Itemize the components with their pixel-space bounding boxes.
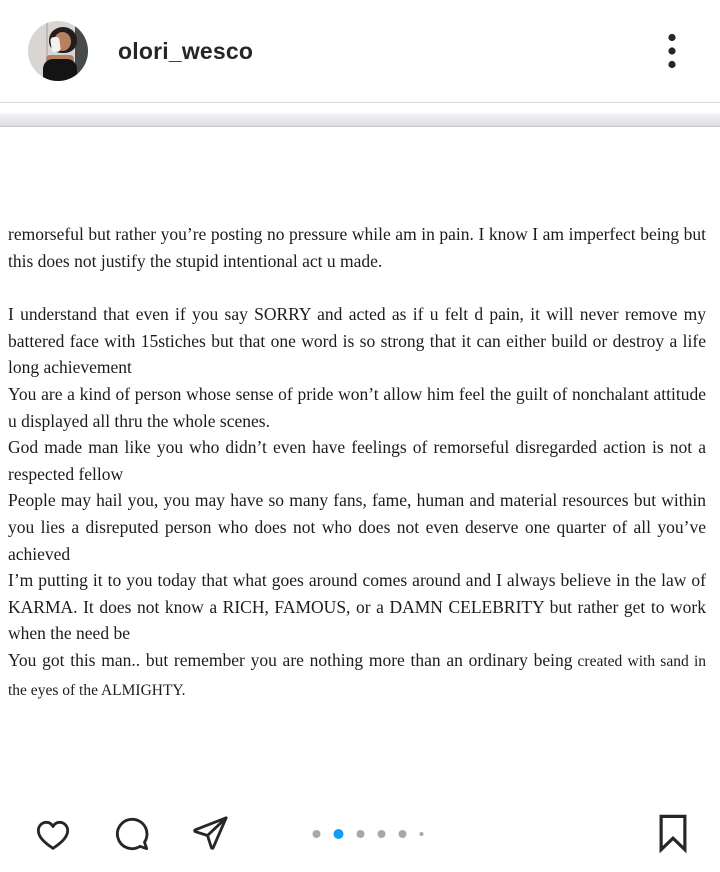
document-text bbox=[0, 127, 720, 704]
avatar-phone bbox=[50, 36, 61, 52]
carousel-dot bbox=[313, 830, 321, 838]
carousel-dot-active bbox=[334, 829, 344, 839]
username[interactable]: olori_wesco bbox=[118, 37, 254, 64]
carousel-dot bbox=[399, 830, 407, 838]
avatar[interactable] bbox=[28, 21, 88, 81]
closing-main-text: You got this man.. but remember you are nothing more than an ordinary being bbox=[8, 649, 573, 670]
document-paragraph: People may hail you, you may have so many fans, fame, human and material resources but within you lies a disreputed person who does not who does not even deserve one quarter of all you’ve achieved bbox=[8, 490, 706, 564]
bookmark-icon bbox=[654, 812, 692, 854]
closing-small-text: created with sand in the eyes of the ALMIGHTY. bbox=[8, 652, 706, 699]
document-paragraph: God made man like you who didn’t even have feelings of remorseful disregarded action is not a respected fellow bbox=[8, 437, 706, 484]
carousel-dot bbox=[378, 830, 386, 838]
paper-plane-icon bbox=[190, 814, 230, 854]
more-options-button[interactable] bbox=[650, 25, 694, 77]
document-paragraph: You are a kind of person whose sense of pride won’t allow him feel the guilt of nonchalant attitude u displayed all thru the whole scenes. bbox=[8, 383, 706, 431]
document-paragraph: I understand that even if you say SORRY and acted as if u felt d pain, it will never remove my battered face with 15stiches but that one word is so strong that it can either build or destroy a life long achievement bbox=[8, 304, 706, 378]
carousel-dot bbox=[357, 830, 365, 838]
comment-bubble-icon bbox=[112, 814, 152, 854]
action-bar bbox=[0, 804, 720, 864]
carousel-dots bbox=[313, 829, 424, 839]
comment-button[interactable] bbox=[112, 814, 152, 854]
screenshot-top-bar bbox=[0, 113, 720, 127]
kebab-menu-icon bbox=[666, 33, 678, 69]
carousel-dot bbox=[420, 832, 424, 836]
save-button[interactable] bbox=[654, 812, 692, 857]
post-image[interactable] bbox=[0, 113, 720, 704]
document-paragraph: I’m putting it to you today that what goes around comes around and I always believe in the law of KARMA. It does not know a RICH, FAMOUS, or a DAMN CELEBRITY but rather get to work when the need be bbox=[8, 570, 706, 644]
like-button[interactable] bbox=[32, 814, 74, 854]
share-button[interactable] bbox=[190, 814, 230, 854]
heart-icon bbox=[32, 814, 74, 854]
post-header bbox=[0, 0, 720, 103]
document-paragraph bbox=[8, 647, 706, 704]
document-paragraph: remorseful but rather you’re posting no pressure while am in pain. I know I am imperfect being but this does not justify the stupid intentional act u made. bbox=[8, 224, 706, 271]
avatar-person bbox=[43, 59, 77, 81]
